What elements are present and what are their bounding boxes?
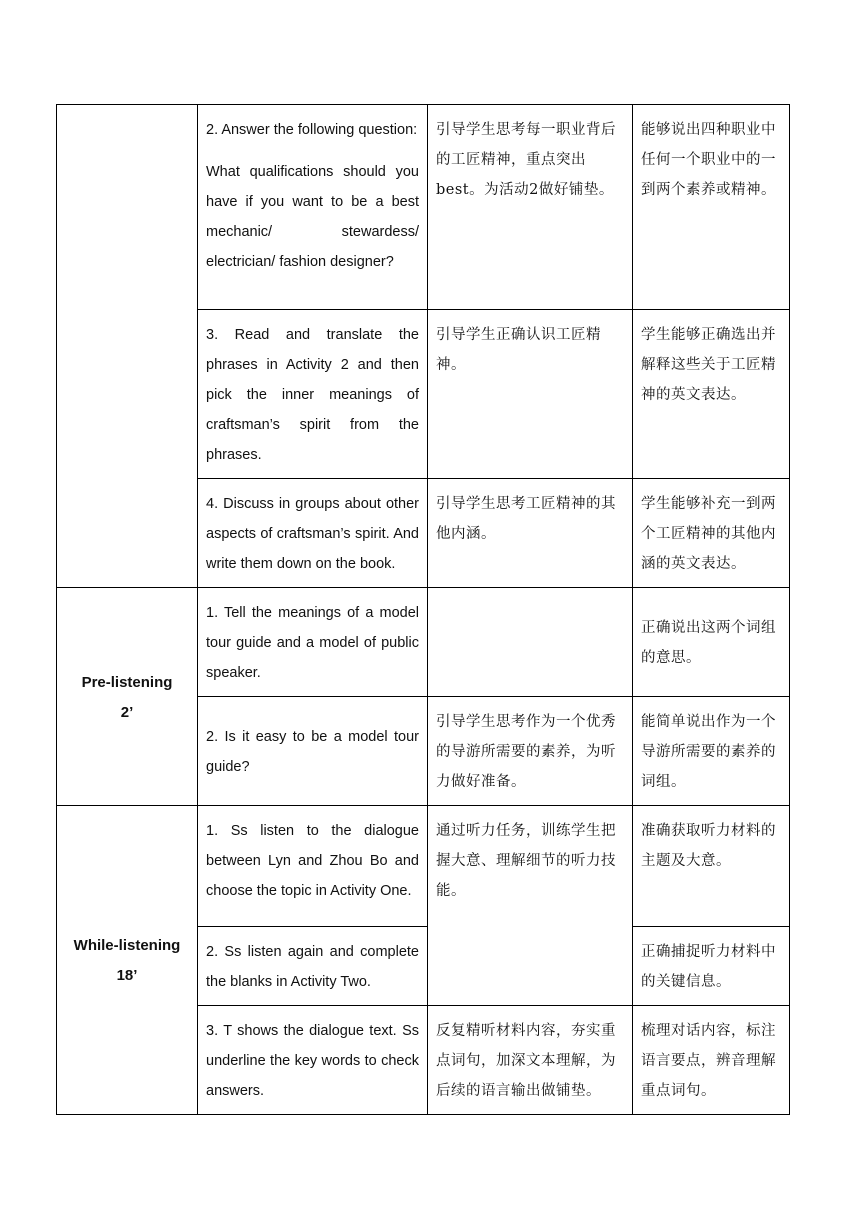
table-row — [57, 105, 790, 310]
stage-time: 18’ — [116, 967, 138, 984]
stage-time: 2’ — [120, 703, 134, 721]
activity-cell: 4. Discuss in groups about other aspects of craftsman’s spirit. And write them down on the book. — [198, 479, 428, 588]
activity-cell: 2. Ss listen again and complete the blanks in Activity Two. — [198, 927, 428, 1006]
effect-cell: 正确捕捉听力材料中的关键信息。 — [633, 927, 790, 1006]
purpose-cell-empty — [428, 588, 633, 697]
table-row — [57, 588, 790, 697]
effect-cell: 能简单说出作为一个导游所需要的素养的词组。 — [633, 697, 790, 806]
stage-name: While-listening — [73, 937, 181, 954]
activity-cell: 3. T shows the dialogue text. Ss underline the key words to check answers. — [198, 1006, 428, 1115]
stage-cell-pre-listening — [57, 588, 198, 806]
activity-cell: 2. Is it easy to be a model tour guide? — [198, 697, 428, 806]
stage-cell-while-listening — [57, 806, 198, 1115]
purpose-cell: 引导学生正确认识工匠精神。 — [428, 310, 633, 479]
activity-cell: 3. Read and translate the phrases in Activity 2 and then pick the inner meanings of craftsman’s spirit from the phrases. — [198, 310, 428, 479]
activity-text: 2. Answer the following question: — [206, 122, 418, 138]
purpose-cell: 通过听力任务，训练学生把握大意、理解细节的听力技能。 — [428, 806, 633, 1006]
table-row — [57, 806, 790, 927]
activity-question-text: What qualifications should you have if you want to be a best mechanic/ stewardess/ electrician/ fashion designer? — [206, 164, 419, 270]
purpose-cell: 引导学生思考工匠精神的其他内涵。 — [428, 479, 633, 588]
effect-cell: 能够说出四种职业中任何一个职业中的一到两个素养或精神。 — [633, 105, 790, 310]
lesson-plan-table — [56, 104, 790, 1115]
activity-cell: 1. Tell the meanings of a model tour guide and a model of public speaker. — [198, 588, 428, 697]
stage-cell-continued — [57, 105, 198, 588]
effect-cell: 梳理对话内容，标注语言要点，辨音理解重点词句。 — [633, 1006, 790, 1115]
purpose-cell: 引导学生思考作为一个优秀的导游所需要的素养，为听力做好准备。 — [428, 697, 633, 806]
purpose-cell: 引导学生思考每一职业背后的工匠精神，重点突出best。为活动2做好铺垫。 — [428, 105, 633, 310]
stage-name: Pre-listening — [81, 673, 173, 691]
purpose-cell: 反复精听材料内容，夯实重点词句，加深文本理解，为后续的语言输出做铺垫。 — [428, 1006, 633, 1115]
effect-cell: 学生能够正确选出并解释这些关于工匠精神的英文表达。 — [633, 310, 790, 479]
effect-cell: 正确说出这两个词组的意思。 — [633, 588, 790, 697]
effect-cell: 准确获取听力材料的主题及大意。 — [633, 806, 790, 927]
effect-cell: 学生能够补充一到两个工匠精神的其他内涵的英文表达。 — [633, 479, 790, 588]
activity-cell: 1. Ss listen to the dialogue between Lyn and Zhou Bo and choose the topic in Activity One. — [198, 806, 428, 927]
activity-cell — [198, 105, 428, 310]
